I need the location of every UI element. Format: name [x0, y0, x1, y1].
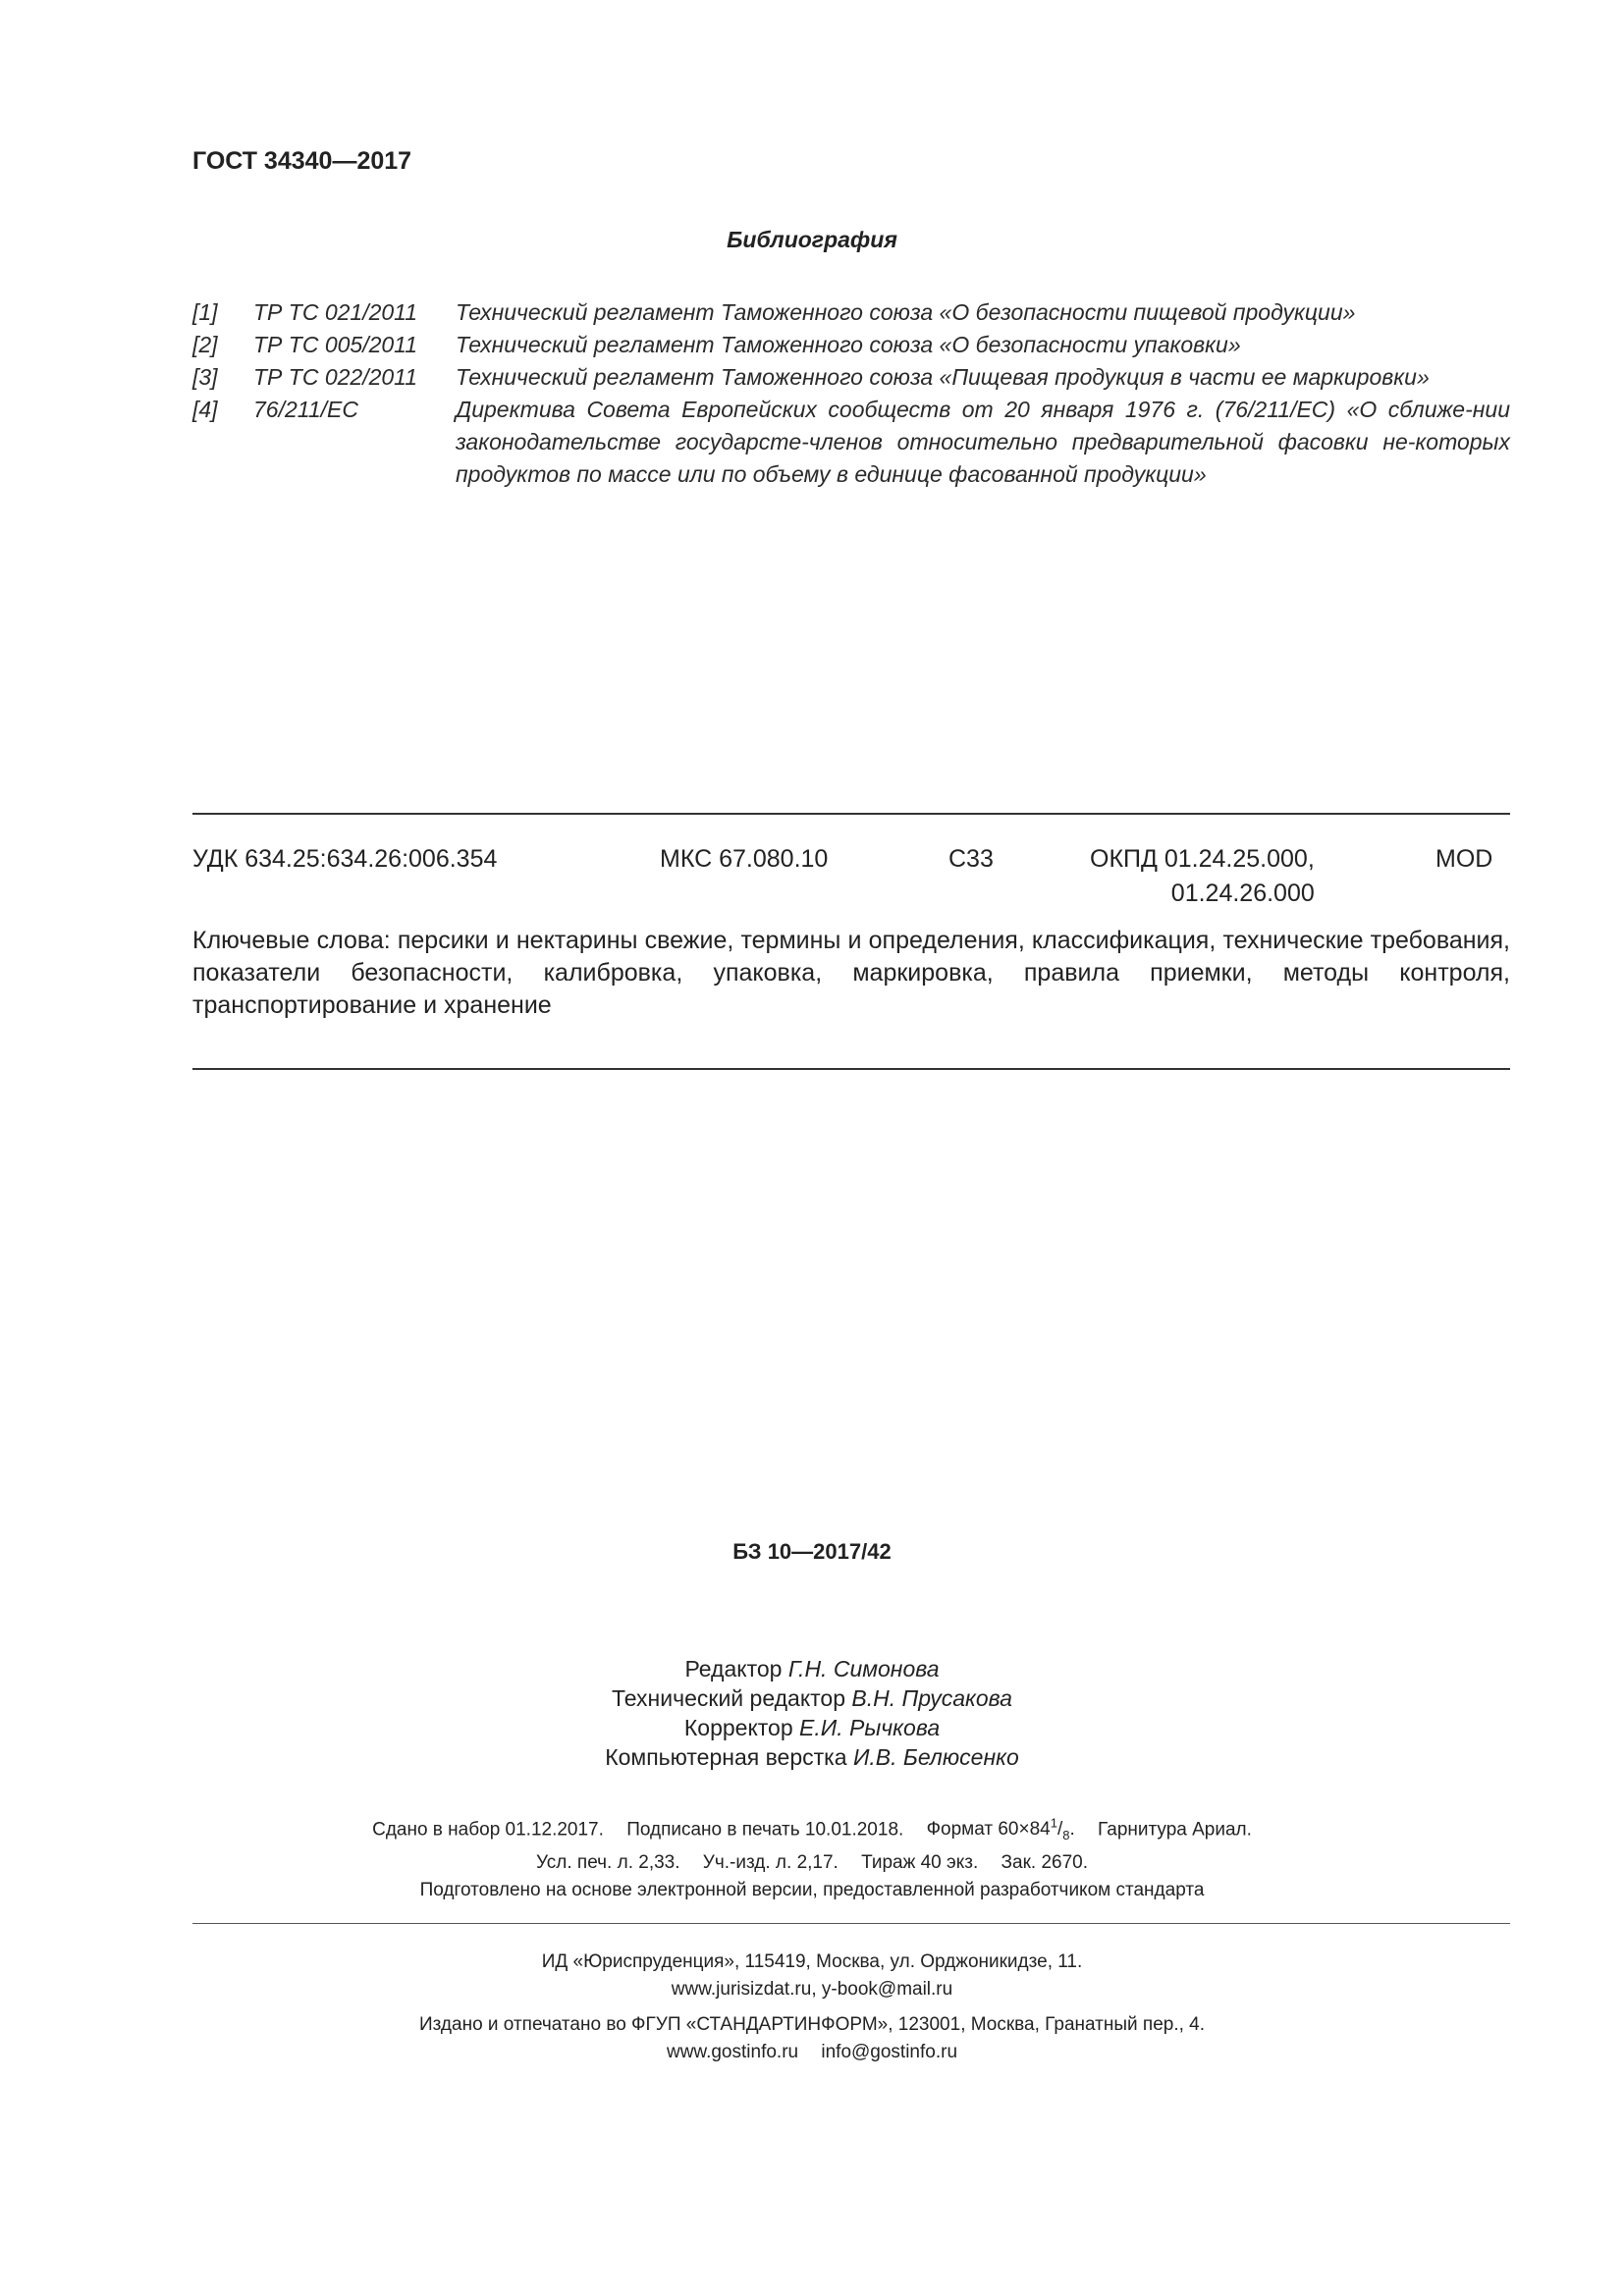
- bibliography-item-code: ТР ТС 005/2011: [253, 332, 418, 357]
- uch-izd: Уч.-изд. л. 2,17.: [702, 1852, 839, 1874]
- okpd-code-line: ОКПД 01.24.25.000,: [1090, 845, 1315, 873]
- credits-block: [0, 1654, 1624, 1772]
- bibliography-item-number: [1]: [192, 299, 218, 325]
- credit-name: Е.И. Рычкова: [799, 1715, 941, 1740]
- bibliography-item-text: Технический регламент Таможенного союза «Пищевая продукция в части ее маркировки»: [456, 364, 1430, 390]
- printer-email: info@gostinfo.ru: [821, 2042, 958, 2062]
- credit-line: [0, 1654, 1624, 1683]
- printer-contacts: [0, 2039, 1624, 2066]
- class-code: С33: [948, 845, 994, 873]
- mks-code: МКС 67.080.10: [660, 845, 829, 873]
- udk-code: УДК 634.25:634.26:006.354: [192, 845, 498, 873]
- credit-line: [0, 1742, 1624, 1772]
- print-info-line: [0, 1849, 1624, 1877]
- credit-name: И.В. Белюсенко: [852, 1744, 1019, 1770]
- bibliography-item-text: Технический регламент Таможенного союза «О безопасности упаковки»: [456, 332, 1241, 357]
- format: Формат $60\times 84^1/_8$.: [926, 1816, 1075, 1843]
- signed-date: Подписано в печать 10.01.2018.: [626, 1819, 904, 1841]
- format-numerator: 1: [1050, 1816, 1057, 1831]
- bibliography-item-text: Технический регламент Таможенного союза «О безопасности пищевой продукции»: [456, 299, 1356, 325]
- keywords: Ключевые слова: персики и нектарины свежие, термины и определения, классификация, технические требования, показатели безопасности, калибровка, упаковка, маркировка, правила приемки, методы контроля, транспортирование и хранение: [192, 927, 1510, 1019]
- bibliography-item: [192, 394, 1510, 491]
- standard-designation: ГОСТ 34340—2017: [192, 147, 412, 175]
- print-info: [0, 1810, 1624, 1904]
- credit-role: Редактор: [684, 1656, 783, 1682]
- credit-role: Технический редактор: [612, 1685, 846, 1711]
- tirazh: Тираж 40 экз.: [861, 1852, 979, 1874]
- divider-bottom: [192, 1068, 1510, 1070]
- submitted-date: Сдано в набор 01.12.2017.: [372, 1819, 604, 1841]
- usl-pech: Усл. печ. л. 2,33.: [535, 1852, 680, 1874]
- credit-role: Компьютерная верстка: [605, 1744, 847, 1770]
- bibliography-item-code: 76/211/ЕС: [253, 397, 358, 422]
- credit-line: [0, 1683, 1624, 1713]
- order-number: Зак. 2670.: [1001, 1852, 1088, 1874]
- credit-name: Г.Н. Симонова: [787, 1656, 940, 1682]
- printer-address: Издано и отпечатано во ФГУП «СТАНДАРТИНФОРМ», 123001, Москва, Гранатный пер., 4.: [418, 2014, 1206, 2035]
- publisher-block-1: [0, 1949, 1624, 2003]
- publisher-block-2: [0, 2011, 1624, 2066]
- bibliography-item: [192, 361, 1510, 394]
- bibliography-item-text: Директива Совета Европейских сообществ от 20 января 1976 г. (76/211/ЕС) «О сближе-нии законодательстве государсте-членов относительно предварительной фасовки не-которых продуктов по массе или по объему в единице фасованной продукции»: [456, 397, 1510, 487]
- bibliography-list: [192, 296, 1510, 491]
- prepared-note: Подготовлено на основе электронной версии, предоставленной разработчиком стандарта: [419, 1880, 1205, 1901]
- bz-number: БЗ 10—2017/42: [732, 1539, 892, 1564]
- bibliography-item-number: [3]: [192, 364, 218, 390]
- divider-top: [192, 813, 1510, 815]
- mod-label: MOD: [1435, 845, 1493, 873]
- credit-role: Корректор: [683, 1715, 793, 1740]
- print-info-line: [0, 1810, 1624, 1849]
- format-prefix: Формат 60×84: [926, 1819, 1051, 1841]
- typeface: Гарнитура Ариал.: [1098, 1819, 1252, 1841]
- okpd-code-line: 01.24.26.000: [1170, 880, 1315, 907]
- bibliography-item-number: [2]: [192, 332, 218, 357]
- publisher-address: ИД «Юриспруденция», 115419, Москва, ул. Орджоникидзе, 11.: [541, 1951, 1083, 1972]
- bibliography-item-number: [4]: [192, 397, 218, 422]
- credit-line: [0, 1713, 1624, 1742]
- bibliography-title: Библиография: [727, 227, 897, 252]
- publisher-contacts: www.jurisizdat.ru, y-book@mail.ru: [671, 1979, 953, 2000]
- okpd-codes: [1090, 842, 1315, 911]
- bibliography-item: [192, 329, 1510, 361]
- bibliography-item-code: ТР ТС 021/2011: [253, 299, 418, 325]
- bibliography-item-code: ТР ТС 022/2011: [253, 364, 418, 390]
- bibliography-item: [192, 296, 1510, 329]
- printer-website: www.gostinfo.ru: [666, 2042, 799, 2062]
- credit-name: В.Н. Прусакова: [851, 1685, 1012, 1711]
- format-denominator: 8: [1062, 1828, 1070, 1843]
- divider-publisher: [192, 1923, 1510, 1924]
